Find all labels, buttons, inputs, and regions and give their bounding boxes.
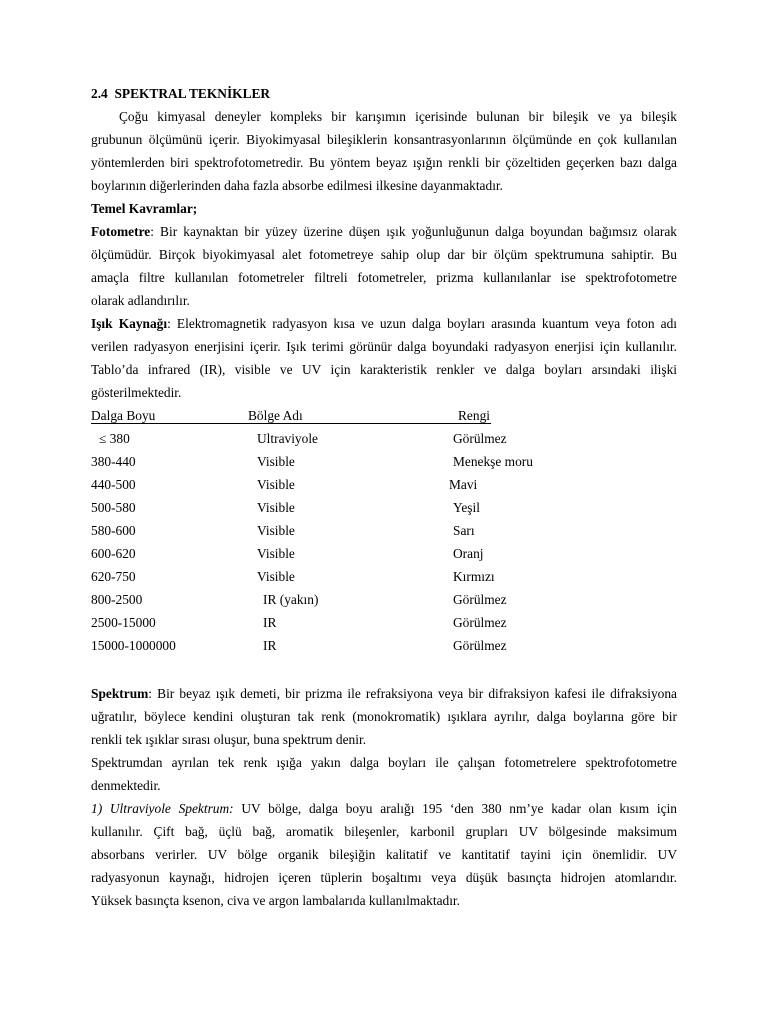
cell-dalga-boyu: 800-2500 <box>91 592 143 607</box>
table-row <box>91 429 677 449</box>
intro-line: Çoğu kimyasal deneyler kompleks bir karışımın içerisinde bulunan bir bileşik ve ya bileşik <box>119 109 677 124</box>
table-row <box>91 544 677 564</box>
cell-rengi: Oranj <box>453 546 484 561</box>
cell-dalga-boyu: 500-580 <box>91 500 136 515</box>
spektrofotometre-line: denmektedir. <box>91 778 161 793</box>
cell-rengi: Görülmez <box>453 431 507 446</box>
cell-dalga-boyu: 600-620 <box>91 546 136 561</box>
header-rengi: Rengi <box>458 408 490 423</box>
cell-bolge-adi: IR <box>263 615 277 630</box>
section-number: 2.4 <box>91 86 108 101</box>
uv-line: radyasyonun kaynağı, hidrojen içeren tüplerin boşaltımı veya düşük basınçta hidrojen atomlarıdır. <box>91 870 677 885</box>
cell-bolge-adi: Visible <box>257 523 295 538</box>
table-row <box>91 452 677 472</box>
uv-line: kullanılır. Çift bağ, üçlü bağ, aromatik bileşenler, karbonil grupları UV bölgesinde maksimum <box>91 824 677 839</box>
intro-line: yöntemlerden biri spektrofotometredir. Bu yöntem beyaz ışığın renkli bir çözeltiden geçerken bazı dalga <box>91 155 677 170</box>
cell-dalga-boyu: 2500-15000 <box>91 615 156 630</box>
table-header-rule <box>91 423 491 424</box>
isik-kaynagi-line: gösterilmektedir. <box>91 385 182 400</box>
table-row <box>91 521 677 541</box>
cell-dalga-boyu: 380-440 <box>91 454 136 469</box>
isik-kaynagi-term: Işık Kaynağı <box>91 316 168 331</box>
header-dalga-boyu: Dalga Boyu <box>91 408 156 423</box>
header-bolge-adi: Bölge Adı <box>248 408 303 423</box>
cell-bolge-adi: Visible <box>257 454 295 469</box>
table-row <box>91 498 677 518</box>
cell-dalga-boyu: 580-600 <box>91 523 136 538</box>
cell-bolge-adi: Ultraviyole <box>257 431 318 446</box>
cell-bolge-adi: IR (yakın) <box>263 592 319 607</box>
isik-kaynagi-line: verilen radyasyon enerjisini içerir. Işık terimi görünür dalga boyundaki radyasyon enerjisi için kullanılır. <box>91 339 677 354</box>
spektrum-line: renkli tek ışıklar sırası oluşur, buna spektrum denir. <box>91 732 367 747</box>
isik-kaynagi-line: Işık Kaynağı: Elektromagnetik radyasyon kısa ve uzun dalga boyları arasında kuantum veya foton adı <box>91 316 677 331</box>
cell-bolge-adi: Visible <box>257 500 295 515</box>
table-row <box>91 636 677 656</box>
table-row <box>91 590 677 610</box>
uv-line: 1) Ultraviyole Spektrum: UV bölge, dalga boyu aralığı 195 ‘den 380 nm’ye kadar olan kısım için <box>91 801 677 816</box>
cell-bolge-adi: Visible <box>257 569 295 584</box>
uv-term: 1) Ultraviyole Spektrum: <box>91 801 234 816</box>
cell-dalga-boyu: 15000-1000000 <box>91 638 176 653</box>
fotometre-term: Fotometre <box>91 224 151 239</box>
intro-line: grubunun ölçümünü içerir. Biyokimyasal bileşiklerin konsantrasyonlarının ölçümünde en çok kullanılan <box>91 132 677 147</box>
table-row <box>91 613 677 633</box>
uv-line: Yüksek basınçta ksenon, civa ve argon lambalarıda kullanılmaktadır. <box>91 893 461 908</box>
cell-rengi: Görülmez <box>453 592 507 607</box>
cell-rengi: Kırmızı <box>453 569 495 584</box>
spektrofotometre-line: Spektrumdan ayrılan tek renk ışığa yakın dalga boyları ile çalışan fotometrelere spektrofotometre <box>91 755 677 770</box>
fotometre-line: ölçümüdür. Birçok biyokimyasal alet fotometreye sahip olup dar bir ölçüm spektrumuna sahiptir. Bu <box>91 247 677 262</box>
table-row <box>91 475 677 495</box>
intro-line: boylarının diğerlerinden daha fazla absorbe edilmesi ilkesine dayanmaktadır. <box>91 178 503 193</box>
cell-rengi: Sarı <box>453 523 475 538</box>
spektrum-line: uğratılır, böylece kendini oluşturan tak renk (monokromatik) ışıklara ayrılır, dalga boylarına göre bir <box>91 709 677 724</box>
cell-bolge-adi: Visible <box>257 546 295 561</box>
fotometre-line: Fotometre: Bir kaynaktan bir yüzey üzerine düşen ışık yoğunluğunun dalga boyundan bağımsız olarak <box>91 224 677 239</box>
temel-kavramlar-heading: Temel Kavramlar; <box>91 201 198 216</box>
cell-bolge-adi: Visible <box>257 477 295 492</box>
spektrum-term: Spektrum <box>91 686 149 701</box>
table-row <box>91 567 677 587</box>
cell-rengi: Mavi <box>449 477 478 492</box>
cell-dalga-boyu: ≤ 380 <box>99 431 130 446</box>
table-header <box>91 406 677 426</box>
section-title: SPEKTRAL TEKNİKLER <box>114 86 271 101</box>
isik-kaynagi-line: Tablo’da infrared (IR), visible ve UV için karakteristik renkler ve dalga boyları arsındaki ilişki <box>91 362 677 377</box>
cell-rengi: Menekşe moru <box>453 454 533 469</box>
cell-rengi: Yeşil <box>453 500 480 515</box>
cell-rengi: Görülmez <box>453 615 507 630</box>
cell-dalga-boyu: 620-750 <box>91 569 136 584</box>
spektrum-line: Spektrum: Bir beyaz ışık demeti, bir prizma ile refraksiyona veya bir difraksiyon kafesi ile difraksiyona <box>91 686 677 701</box>
uv-line: absorbans verirler. UV bölge organik bileşiğin kalitatif ve kantitatif tayini için önemlidir. UV <box>91 847 677 862</box>
cell-rengi: Görülmez <box>453 638 507 653</box>
cell-bolge-adi: IR <box>263 638 277 653</box>
cell-dalga-boyu: 440-500 <box>91 477 136 492</box>
fotometre-line: olarak adlandırılır. <box>91 293 190 308</box>
section-heading <box>91 84 677 104</box>
fotometre-line: amaçla filtre kullanılan fotometreler filtreli fotometreler, prizma kullanılanlar ise spektrofotometre <box>91 270 677 285</box>
